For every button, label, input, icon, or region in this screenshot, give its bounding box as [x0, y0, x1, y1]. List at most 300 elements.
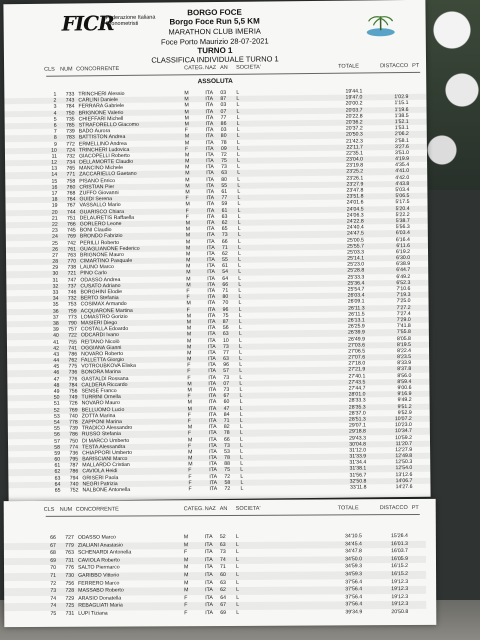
cell-bib-number: 753	[67, 301, 77, 308]
cell-birth-year: 77	[221, 195, 228, 202]
cell-category: M	[184, 572, 189, 579]
cell-birth-year: 82	[223, 424, 230, 431]
cell-position: 50	[53, 394, 60, 401]
cell-club-code: L	[236, 602, 240, 609]
cell-bib-number: 747	[67, 277, 77, 284]
cell-total-time: 20'03.7	[345, 107, 363, 114]
cell-club-code: L	[238, 262, 242, 270]
cell-nationality: ITA	[207, 275, 216, 282]
cell-gap-time: 1'02.9	[394, 94, 409, 101]
cell-nationality: ITA	[207, 325, 216, 332]
cell-total-time: 29'18.8	[349, 428, 366, 435]
cell-birth-year: 78	[220, 139, 227, 146]
cell-bib-number: 763	[67, 252, 77, 259]
cell-competitor-name: CARLINI Daniele	[78, 97, 118, 104]
cell-nationality: ITA	[208, 430, 217, 437]
cell-club-code: L	[239, 368, 243, 375]
cell-nationality: ITA	[207, 294, 216, 301]
cell-category: M	[186, 337, 192, 344]
cell-gap-time: 16'01.3	[391, 540, 408, 547]
cell-position: 59	[54, 450, 61, 457]
cell-birth-year: 72	[224, 473, 231, 480]
cell-category: M	[186, 319, 192, 326]
cell-gap-time: 5'06.5	[395, 193, 410, 200]
cell-nationality: ITA	[206, 219, 215, 227]
cell-gap-time: 2'58.1	[394, 137, 409, 144]
cell-category: F	[187, 368, 191, 375]
cell-category: M	[186, 300, 191, 307]
cell-category: M	[187, 387, 192, 394]
cell-birth-year: 10	[222, 337, 229, 344]
cell-club-code: L	[240, 473, 244, 480]
cell-total-time: 28'37.0	[348, 410, 366, 417]
cell-bib-number: 731	[65, 610, 75, 617]
cell-position: 39	[53, 326, 59, 333]
cell-gap-time: 19'12.3	[391, 601, 409, 608]
cell-category: F	[187, 418, 191, 425]
cell-club-code: L	[236, 102, 240, 109]
cell-birth-year: 53	[224, 448, 230, 455]
cell-birth-year: 73	[221, 164, 227, 171]
cell-position: 24	[52, 233, 58, 241]
cell-birth-year: 86	[220, 120, 227, 127]
cell-birth-year: 80	[221, 176, 228, 183]
cell-category: M	[186, 275, 191, 282]
cell-gap-time: 12'27.9	[395, 446, 413, 454]
cell-competitor-name: ZAPPONI Marina	[81, 418, 122, 426]
cell-nationality: ITA	[206, 195, 215, 202]
cell-competitor-name: GASTALDI Rossana	[81, 375, 129, 383]
cell-total-time: 23'04.0	[346, 156, 364, 163]
cell-nationality: ITA	[208, 349, 216, 356]
cell-category: F	[188, 467, 192, 474]
cell-club-code: L	[236, 145, 240, 152]
cell-birth-year: 63	[223, 355, 229, 363]
cell-competitor-name: GORLERO Leone	[79, 220, 122, 228]
cell-competitor-name: TRINCHERI Ludovica	[78, 146, 130, 154]
cell-birth-year: 74	[219, 556, 226, 563]
cell-position: 15	[51, 178, 58, 185]
cell-bib-number: 750	[69, 437, 79, 445]
cell-club-code: L	[236, 108, 240, 115]
cell-position: 53	[53, 413, 60, 420]
cell-competitor-name: NEGRI Patrizia	[82, 480, 118, 488]
cell-position: 4	[53, 110, 57, 117]
cell-total-time: 27'21.9	[348, 366, 366, 374]
table-row	[4, 609, 426, 619]
cell-gap-time: 12'54.0	[395, 465, 413, 472]
col-concorrente: CONCORRENTE	[75, 506, 119, 513]
cell-club-code: L	[236, 120, 240, 127]
cell-birth-year: 67	[223, 393, 230, 400]
cell-category: M	[186, 257, 191, 264]
cell-competitor-name: CAVIOLA Heidi	[82, 468, 118, 475]
cell-gap-time: 1'15.1	[394, 100, 409, 107]
cell-birth-year: 64	[220, 594, 226, 601]
cell-birth-year: 71	[220, 564, 226, 571]
cell-position: 31	[52, 277, 59, 284]
cell-gap-time: 6'16.4	[395, 236, 410, 243]
cell-bib-number: 737	[67, 283, 77, 290]
cell-category: M	[184, 139, 190, 146]
cell-club-code: L	[239, 374, 243, 381]
cell-nationality: ITA	[205, 96, 214, 103]
cell-nationality: ITA	[205, 579, 213, 586]
cell-club-code: L	[238, 269, 242, 276]
cell-bib-number: 786	[68, 351, 78, 358]
cell-gap-time: 12'49.8	[395, 453, 413, 460]
col-societa: SOCIETA'	[235, 505, 261, 512]
cell-nationality: ITA	[209, 461, 217, 468]
cell-nationality: ITA	[207, 269, 215, 276]
cell-total-time: 25'00.5	[347, 236, 364, 244]
cell-club-code: L	[238, 293, 242, 300]
cell-club-code: L	[237, 157, 240, 164]
cell-birth-year: 55	[221, 182, 228, 189]
cell-competitor-name: BRIGNONE Mauro	[80, 251, 124, 259]
cell-competitor-name: GIACOPELLI Roberto	[78, 152, 130, 160]
cell-competitor-name: STRAFORELLO Giacomo	[78, 121, 139, 129]
results-sheet-page-1	[3, 0, 430, 501]
cell-bib-number: 740	[69, 481, 79, 488]
cell-nationality: ITA	[205, 594, 213, 601]
cell-club-code: L	[238, 312, 242, 319]
cell-position: 6	[53, 122, 57, 129]
cell-bib-number: 729	[65, 595, 75, 602]
cell-position: 7	[53, 128, 57, 135]
cell-nationality: ITA	[207, 337, 216, 344]
cell-club-code: L	[236, 133, 240, 140]
cell-position: 68	[50, 550, 56, 557]
cell-category: M	[185, 238, 191, 245]
cell-total-time: 27'44.7	[348, 385, 366, 392]
cell-position: 74	[50, 603, 57, 610]
cell-nationality: ITA	[207, 250, 215, 257]
cell-position: 64	[54, 481, 61, 488]
cell-club-code: L	[240, 485, 244, 492]
cell-club-code: L	[239, 386, 243, 393]
cell-nationality: ITA	[208, 399, 217, 406]
cell-total-time: 25'28.8	[347, 267, 365, 275]
cell-bib-number: 744	[66, 209, 76, 216]
cell-position: 32	[52, 283, 59, 290]
cell-nationality: ITA	[208, 436, 217, 443]
cell-birth-year: 60	[220, 571, 226, 578]
cell-competitor-name: MALLARDO Cristian	[82, 462, 130, 469]
cell-bib-number: 776	[68, 376, 78, 383]
cell-bib-number: 752	[69, 487, 79, 494]
cell-category: M	[185, 220, 191, 227]
cell-competitor-name: TESTA Alessandra	[82, 443, 126, 451]
cell-nationality: ITA	[207, 318, 216, 326]
event-title: BORGO FOCE	[187, 7, 242, 18]
cell-category: M	[185, 158, 190, 165]
location-date: Foce Porto Maurizio 28-07-2021	[160, 36, 269, 47]
background-plant	[422, 0, 480, 190]
cell-nationality: ITA	[204, 549, 213, 556]
cell-club-code: L	[238, 337, 242, 344]
cell-club-code: L	[237, 170, 241, 177]
cell-bib-number: 762	[68, 357, 78, 364]
cell-position: 18	[51, 196, 58, 203]
cell-gap-time: 4'35.4	[395, 162, 410, 169]
cell-gap-time: 9'16.9	[397, 391, 412, 398]
cell-position: 2	[53, 97, 57, 104]
cell-competitor-name: REITANO Nicolò	[80, 338, 120, 345]
cell-position: 58	[54, 444, 61, 451]
cell-position: 23	[51, 227, 58, 234]
cell-position: 16	[51, 184, 58, 191]
cell-birth-year: 61	[221, 207, 228, 214]
cell-total-time: 27'03.6	[348, 342, 366, 349]
cell-competitor-name: CHIEFFARI Michell	[78, 115, 124, 123]
cell-birth-year: 63	[219, 541, 226, 548]
cell-gap-time: 8'22.4	[397, 347, 412, 354]
cell-nationality: ITA	[206, 158, 214, 165]
cell-bib-number: 734	[66, 159, 76, 166]
cell-nationality: ITA	[207, 300, 216, 307]
cell-category: M	[186, 331, 192, 338]
cell-birth-year: 72	[224, 485, 231, 492]
cell-birth-year: 69	[220, 609, 227, 616]
cell-club-code: L	[235, 556, 239, 563]
cell-category: M	[186, 263, 191, 270]
cell-total-time: 27'43.5	[348, 379, 366, 386]
cell-club-code: L	[236, 564, 239, 571]
cell-position: 54	[53, 419, 60, 426]
cell-nationality: ITA	[208, 362, 216, 369]
cell-bib-number: 743	[65, 97, 75, 104]
cell-gap-time: 6'19.2	[396, 248, 411, 256]
cell-nationality: ITA	[208, 380, 217, 387]
cell-position: 5	[53, 116, 57, 123]
cell-competitor-name: BONORA Marina	[81, 369, 121, 376]
cell-competitor-name: REBAGLIATI Maria	[78, 602, 123, 610]
ficr-logo-text: Federazione Italiana Cronometristi	[105, 14, 156, 28]
cell-gap-time: 4'19.9	[395, 156, 410, 163]
cell-birth-year: 71	[222, 287, 229, 294]
cell-position: 44	[53, 357, 60, 364]
cell-gap-time: 5'56.3	[395, 224, 410, 231]
cell-birth-year: 80	[220, 133, 227, 140]
cell-club-code: L	[239, 423, 243, 430]
cell-competitor-name: PISANO Enrico	[79, 177, 116, 185]
cell-gap-time: 7'29.0	[396, 316, 411, 324]
cell-total-time: 26'25.9	[347, 323, 365, 330]
cell-gap-time: 11'20.7	[395, 440, 413, 447]
cell-category: F	[187, 412, 191, 419]
cell-category: F	[185, 195, 189, 202]
cell-birth-year: 80	[222, 294, 229, 301]
cell-category: F	[188, 473, 192, 480]
cell-birth-year: 88	[224, 461, 231, 468]
cell-competitor-name: DELLAMORTE Claudio	[79, 158, 134, 166]
cell-position: 25	[52, 240, 58, 247]
cell-competitor-name: TRADICO Alessandro	[81, 425, 133, 432]
cell-category: M	[185, 226, 191, 233]
cell-nationality: ITA	[205, 139, 214, 146]
race-name: Borgo Foce Run 5,5 KM	[169, 16, 260, 27]
cell-position: 51	[53, 401, 60, 408]
cell-category: M	[186, 325, 192, 332]
cell-club-code: L	[236, 587, 240, 594]
cell-category: F	[184, 610, 188, 617]
cell-gap-time: 3'27.6	[394, 143, 409, 150]
cell-total-time: 25'14.1	[347, 255, 365, 262]
cell-bib-number: 785	[65, 122, 75, 129]
cell-birth-year: 55	[222, 256, 228, 264]
cell-competitor-name: CRISTIAN Pier	[79, 183, 115, 191]
cell-category: M	[188, 461, 193, 468]
cell-nationality: ITA	[205, 127, 214, 134]
cell-competitor-name: BORGHINI Elodie	[80, 288, 122, 296]
cell-bib-number: 775	[68, 363, 78, 370]
cell-bib-number: 756	[68, 388, 78, 395]
cell-nationality: ITA	[206, 226, 215, 233]
cell-club-code: L	[239, 436, 243, 443]
cell-bib-number: 742	[67, 239, 76, 247]
cell-position: 8	[53, 134, 57, 142]
cell-total-time: 39'34.9	[345, 609, 363, 616]
cell-position: 42	[53, 345, 60, 352]
cell-competitor-name: LOMASTRO Gorizio	[80, 313, 128, 321]
cell-competitor-name: ERMELLINO Andrea	[78, 140, 127, 147]
cell-category: F	[187, 393, 191, 400]
cell-birth-year: 87	[222, 318, 229, 325]
cell-birth-year: 60	[223, 399, 230, 406]
cell-category: M	[185, 170, 190, 177]
cell-nationality: ITA	[208, 405, 217, 412]
cell-total-time: 31'34.4	[349, 459, 367, 466]
cell-total-time: 23'47.8	[346, 187, 364, 194]
cell-category: F	[188, 480, 192, 487]
cell-position: 43	[53, 351, 60, 358]
cell-position: 47	[53, 376, 60, 383]
cell-position: 41	[53, 339, 59, 346]
cell-position: 67	[50, 542, 56, 549]
cell-bib-number: 790	[68, 320, 77, 327]
cell-nationality: ITA	[207, 281, 216, 288]
cell-nationality: ITA	[205, 90, 214, 97]
cell-category: M	[185, 164, 190, 171]
cell-nationality: ITA	[207, 257, 215, 264]
cell-gap-time: 19'12.3	[391, 586, 409, 593]
cell-total-time: 19'47.0	[345, 94, 363, 101]
cell-gap-time: 5'03.4	[395, 186, 410, 194]
cell-total-time: 31'33.9	[349, 453, 367, 460]
cell-position: 29	[52, 264, 59, 271]
cell-birth-year: 75	[221, 157, 227, 165]
cell-competitor-name: BELLUOMO Lucio	[81, 406, 125, 413]
cell-bib-number: 783	[66, 134, 75, 141]
cell-position: 73	[50, 588, 57, 595]
cell-total-time: 25'33.3	[347, 274, 365, 281]
cell-category: M	[186, 269, 191, 276]
cell-category: F	[184, 602, 188, 609]
col-num: NUM	[59, 506, 73, 513]
cell-club-code: L	[237, 207, 241, 214]
cell-bib-number: 728	[65, 587, 75, 594]
cell-birth-year: 07	[220, 108, 227, 115]
cell-club-code: L	[239, 355, 243, 362]
cell-competitor-name: FERRERO Marco	[78, 580, 120, 587]
cell-bib-number: 772	[66, 140, 75, 148]
cell-total-time: 25'36.4	[347, 280, 365, 287]
cell-nationality: ITA	[209, 473, 218, 480]
cell-gap-time: 9'51.2	[397, 403, 412, 410]
cell-category: M	[184, 587, 189, 594]
cell-gap-time: 5'38.7	[395, 217, 410, 225]
cell-category: M	[183, 534, 189, 541]
cell-category: M	[184, 108, 189, 115]
cell-gap-time: 10'59.2	[395, 434, 412, 441]
cell-total-time: 26'11.5	[348, 311, 365, 318]
cell-total-time: 26'39.9	[347, 329, 365, 336]
cell-gap-time: 5'22.2	[395, 211, 410, 218]
cell-gap-time: 14'27.6	[395, 483, 413, 491]
cell-category: F	[183, 549, 188, 556]
cell-category: M	[188, 455, 193, 462]
cell-competitor-name: CAVIOLA Roberto	[77, 557, 120, 564]
col-pt: PT	[411, 504, 419, 511]
cell-birth-year: 73	[224, 442, 230, 449]
cell-birth-year: 78	[223, 430, 230, 437]
cell-total-time: 21'42.3	[345, 137, 363, 145]
cell-gap-time: 4'43.8	[395, 180, 410, 187]
cell-bib-number: 776	[65, 565, 75, 572]
cell-category: M	[188, 449, 193, 456]
cell-category: F	[188, 486, 192, 493]
cell-total-time: 26'49.9	[348, 335, 365, 343]
cell-total-time: 24'47.5	[346, 230, 364, 237]
cell-nationality: ITA	[206, 182, 215, 189]
results-table-page-2	[4, 533, 426, 619]
cell-category: F	[186, 288, 190, 295]
cell-gap-time: 6'38.9	[396, 261, 411, 268]
cell-club-code: L	[239, 417, 243, 424]
cell-club-code: L	[238, 318, 242, 325]
cell-position: 52	[53, 407, 60, 414]
cell-gap-time: 12'50.3	[395, 459, 413, 466]
cell-gap-time: 8'59.4	[397, 378, 412, 385]
cell-competitor-name: CIMARTINO Pasquale	[80, 257, 133, 265]
cell-gap-time: 6'49.2	[396, 273, 411, 280]
cell-nationality: ITA	[205, 151, 214, 158]
cell-competitor-name: BARISCIANI Marco	[82, 456, 128, 463]
cell-birth-year: 07	[223, 380, 230, 387]
cell-category: F	[187, 362, 191, 369]
cell-birth-year: 62	[222, 250, 228, 257]
cell-bib-number: 766	[67, 221, 76, 228]
cell-position: 20	[51, 209, 58, 216]
cell-nationality: ITA	[206, 164, 214, 171]
cell-category: M	[185, 201, 190, 208]
cell-position: 71	[50, 572, 57, 579]
cell-birth-year: 47	[223, 405, 230, 412]
cell-nationality: ITA	[205, 587, 213, 594]
cell-bib-number: 724	[66, 147, 75, 154]
cell-bib-number: 746	[67, 289, 77, 296]
cell-gap-time: 6'52.3	[396, 279, 411, 286]
cell-gap-time: 7'10.6	[396, 285, 411, 293]
cell-bib-number: 759	[67, 308, 77, 315]
cell-club-code: L	[239, 361, 243, 369]
cell-total-time: 33'11.8	[349, 484, 367, 491]
cell-gap-time: 7'27.4	[396, 310, 411, 317]
cell-birth-year: 96	[222, 306, 229, 313]
results-sheet-page-2	[4, 499, 437, 627]
cell-total-time: 24'22.8	[346, 218, 364, 225]
